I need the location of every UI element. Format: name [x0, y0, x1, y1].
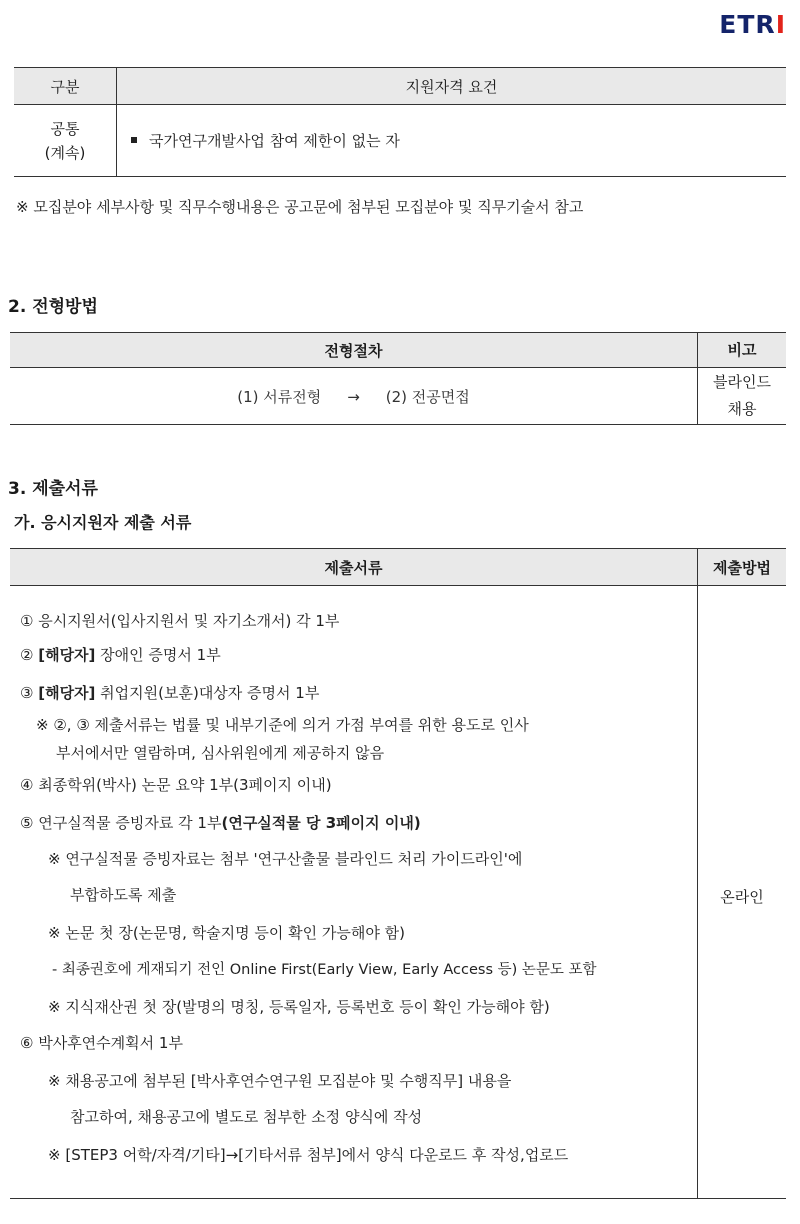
doc-note-5d: ※ 지식재산권 첫 장(발명의 명칭, 등록일자, 등록번호 등이 확인 가능해야 함)	[48, 998, 550, 1016]
method-cell: 온라인	[698, 586, 787, 1199]
step-document-review: (1) 서류전형	[237, 387, 322, 406]
remark-line1: 블라인드	[713, 373, 771, 391]
table-row	[10, 368, 786, 425]
square-bullet-icon	[131, 137, 137, 143]
doc-item-4: ④ 최종학위(박사) 논문 요약 1부(3페이지 이내)	[20, 776, 332, 794]
header-method: 제출방법	[698, 549, 787, 586]
doc-item-3: ③ [해당자] 취업지원(보훈)대상자 증명서 1부	[20, 684, 320, 702]
doc-note-6a-line1: ※ 채용공고에 첨부된 [박사후연수연구원 모집분야 및 수행직무] 내용을	[48, 1072, 512, 1090]
documents-cell	[10, 586, 698, 1199]
header-remark: 비고	[698, 333, 787, 368]
section2-title: 2. 전형방법	[8, 297, 98, 317]
doc-note-5a-line1: ※ 연구실적물 증빙자료는 첨부 '연구산출물 블라인드 처리 가이드라인'에	[48, 850, 523, 868]
eligibility-table	[14, 67, 786, 177]
category-line2: (계속)	[44, 143, 86, 162]
doc-item-1: ① 응시지원서(입사지원서 및 자기소개서) 각 1부	[20, 612, 340, 630]
table-row	[10, 586, 786, 1199]
doc-note-2-3-line2: 부서에서만 열람하며, 심사위원에게 제공하지 않음	[56, 744, 385, 762]
category-line1: 공통	[50, 119, 80, 138]
eligibility-note: ※ 모집분야 세부사항 및 직무수행내용은 공고문에 첨부된 모집분야 및 직무기술서 참고	[16, 198, 584, 216]
selection-table	[10, 332, 786, 425]
header-category: 구분	[14, 68, 117, 105]
table-row	[14, 105, 786, 177]
requirement-cell	[117, 105, 787, 177]
doc-item-2: ② [해당자] 장애인 증명서 1부	[20, 646, 221, 664]
doc-item-5: ⑤ 연구실적물 증빙자료 각 1부(연구실적물 당 3페이지 이내)	[20, 814, 421, 832]
step-interview: (2) 전공면접	[385, 387, 470, 406]
header-process: 전형절차	[10, 333, 698, 368]
requirement-text: 국가연구개발사업 참여 제한이 없는 자	[149, 132, 400, 150]
process-cell	[10, 368, 698, 425]
doc-item-6: ⑥ 박사후연수계획서 1부	[20, 1034, 183, 1052]
doc-note-5c: - 최종권호에 게재되기 전인 Online First(Early View, Early Access 등) 논문도 포함	[52, 962, 597, 978]
section3-title: 3. 제출서류	[8, 479, 98, 499]
documents-table	[10, 548, 786, 1199]
doc-note-5b: ※ 논문 첫 장(논문명, 학술지명 등이 확인 가능해야 함)	[48, 924, 405, 942]
doc-note-6b: ※ [STEP3 어학/자격/기타]→[기타서류 첨부]에서 양식 다운로드 후 작성,업로드	[48, 1146, 569, 1164]
doc-note-2-3-line1: ※ ②, ③ 제출서류는 법률 및 내부기준에 의거 가점 부여를 위한 용도로 인사	[36, 716, 529, 734]
category-cell	[14, 105, 117, 177]
arrow-icon: →	[347, 387, 360, 406]
etri-logo: ETRI	[719, 10, 786, 39]
remark-line2: 채용	[727, 400, 757, 418]
header-requirement: 지원자격 요건	[117, 68, 787, 105]
doc-note-6a-line2: 참고하여, 채용공고에 별도로 첨부한 소정 양식에 작성	[70, 1108, 423, 1126]
doc-note-5a-line2: 부합하도록 제출	[70, 886, 177, 904]
header-documents: 제출서류	[10, 549, 698, 586]
remark-cell	[698, 368, 787, 425]
section3-subtitle: 가. 응시지원자 제출 서류	[14, 513, 192, 532]
